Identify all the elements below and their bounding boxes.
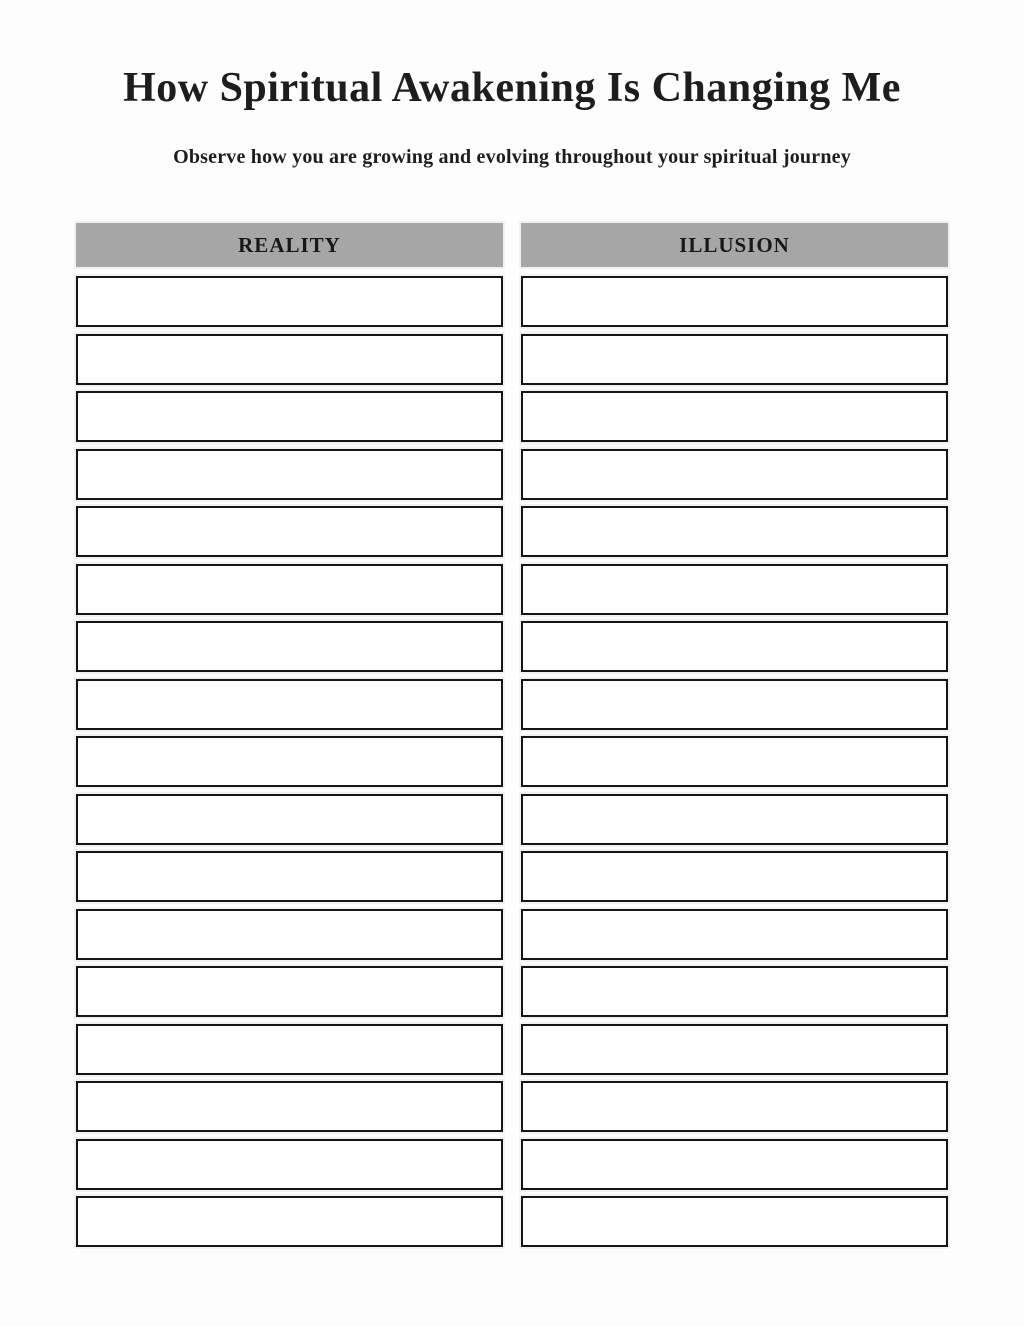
two-column-table	[76, 223, 948, 1247]
page-subtitle: Observe how you are growing and evolving throughout your spiritual journey	[173, 146, 851, 168]
entry-box-illusion-6[interactable]	[521, 564, 948, 615]
entry-box-illusion-16[interactable]	[521, 1139, 948, 1190]
entry-box-reality-16[interactable]	[76, 1139, 503, 1190]
column-reality	[76, 223, 503, 1247]
entry-box-illusion-13[interactable]	[521, 966, 948, 1017]
entry-box-reality-17[interactable]	[76, 1196, 503, 1247]
entry-box-illusion-12[interactable]	[521, 909, 948, 960]
entry-box-reality-10[interactable]	[76, 794, 503, 845]
entry-box-illusion-3[interactable]	[521, 391, 948, 442]
entry-box-illusion-14[interactable]	[521, 1024, 948, 1075]
entry-box-reality-7[interactable]	[76, 621, 503, 672]
entry-box-reality-8[interactable]	[76, 679, 503, 730]
entry-box-illusion-17[interactable]	[521, 1196, 948, 1247]
entry-box-reality-15[interactable]	[76, 1081, 503, 1132]
entry-box-illusion-4[interactable]	[521, 449, 948, 500]
entry-box-illusion-11[interactable]	[521, 851, 948, 902]
entry-box-reality-5[interactable]	[76, 506, 503, 557]
entry-box-illusion-15[interactable]	[521, 1081, 948, 1132]
entry-box-reality-14[interactable]	[76, 1024, 503, 1075]
column-header-reality: REALITY	[76, 223, 503, 267]
entry-box-illusion-1[interactable]	[521, 276, 948, 327]
entry-box-reality-9[interactable]	[76, 736, 503, 787]
entry-box-reality-4[interactable]	[76, 449, 503, 500]
entry-box-reality-13[interactable]	[76, 966, 503, 1017]
entry-list-reality	[76, 276, 503, 1247]
entry-box-reality-3[interactable]	[76, 391, 503, 442]
entry-box-reality-2[interactable]	[76, 334, 503, 385]
entry-box-reality-6[interactable]	[76, 564, 503, 615]
entry-box-reality-11[interactable]	[76, 851, 503, 902]
column-illusion	[521, 223, 948, 1247]
entry-box-reality-12[interactable]	[76, 909, 503, 960]
entry-box-illusion-2[interactable]	[521, 334, 948, 385]
entry-box-illusion-8[interactable]	[521, 679, 948, 730]
column-header-illusion: ILLUSION	[521, 223, 948, 267]
entry-box-illusion-9[interactable]	[521, 736, 948, 787]
entry-box-illusion-5[interactable]	[521, 506, 948, 557]
entry-box-reality-1[interactable]	[76, 276, 503, 327]
entry-box-illusion-7[interactable]	[521, 621, 948, 672]
entry-list-illusion	[521, 276, 948, 1247]
page-title: How Spiritual Awakening Is Changing Me	[123, 65, 901, 111]
entry-box-illusion-10[interactable]	[521, 794, 948, 845]
